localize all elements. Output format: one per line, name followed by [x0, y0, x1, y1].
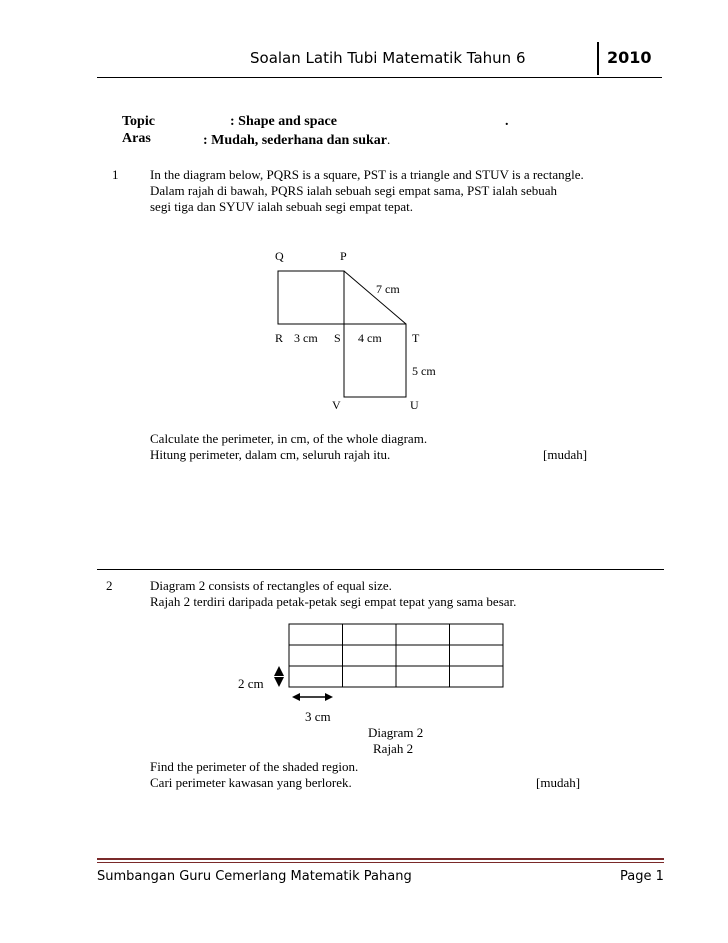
- dim-width-label: 3 cm: [305, 709, 331, 724]
- width-arrow-icon: [292, 693, 333, 701]
- label-v: V: [332, 398, 341, 412]
- q2-caption-ms: Rajah 2: [373, 741, 414, 756]
- label-s: S: [334, 331, 341, 345]
- label-7cm: 7 cm: [376, 282, 400, 296]
- q2-line2: Rajah 2 terdiri daripada petak-petak segi empat tepat yang sama besar.: [150, 594, 517, 609]
- footer-page-number: Page 1: [620, 869, 664, 884]
- topic-dot: .: [505, 114, 509, 129]
- q2-ask-ms: Cari perimeter kawasan yang berlorek.: [150, 775, 352, 790]
- q2-line1: Diagram 2 consists of rectangles of equal size.: [150, 578, 392, 593]
- dim-height-label: 2 cm: [238, 676, 264, 691]
- aras-value: : Mudah, sederhana dan sukar: [203, 133, 387, 148]
- rectangle-grid: [289, 624, 503, 687]
- label-4cm: 4 cm: [358, 331, 382, 345]
- q1-line1: In the diagram below, PQRS is a square, PST is a triangle and STUV is a rectangle.: [150, 167, 584, 182]
- label-3cm: 3 cm: [294, 331, 318, 345]
- height-arrow-icon: [274, 666, 284, 687]
- q1-ask-ms: Hitung perimeter, dalam cm, seluruh rajah itu.: [150, 447, 391, 462]
- aras-dot: .: [387, 132, 391, 147]
- label-r: R: [275, 331, 284, 345]
- q1-ask-en: Calculate the perimeter, in cm, of the whole diagram.: [150, 431, 428, 446]
- q2-ask-en: Find the perimeter of the shaded region.: [150, 759, 359, 774]
- q2-number: 2: [106, 578, 113, 593]
- q2-level: [mudah]: [536, 775, 581, 790]
- q1-number: 1: [112, 167, 119, 182]
- footer-rule-thin: [97, 862, 664, 863]
- footer-rule: [97, 858, 664, 860]
- topic-value: : Shape and space: [230, 114, 337, 129]
- header-title: Soalan Latih Tubi Matematik Tahun 6: [250, 49, 526, 67]
- label-u: U: [410, 398, 419, 412]
- q1-line2: Dalam rajah di bawah, PQRS ialah sebuah segi empat sama, PST ialah sebuah: [150, 183, 557, 198]
- q1-level: [mudah]: [543, 447, 588, 462]
- q2-caption-en: Diagram 2: [368, 725, 424, 740]
- q1-line3: segi tiga dan SYUV ialah sebuah segi empat tepat.: [150, 199, 413, 214]
- footer-left: Sumbangan Guru Cemerlang Matematik Pahang: [97, 869, 412, 884]
- topic-label: Topic: [122, 114, 155, 129]
- label-q: Q: [275, 249, 284, 263]
- header-year: 2010: [607, 48, 652, 67]
- aras-label: Aras: [122, 131, 151, 146]
- label-t: T: [412, 331, 420, 345]
- label-p: P: [340, 249, 347, 263]
- label-5cm: 5 cm: [412, 364, 436, 378]
